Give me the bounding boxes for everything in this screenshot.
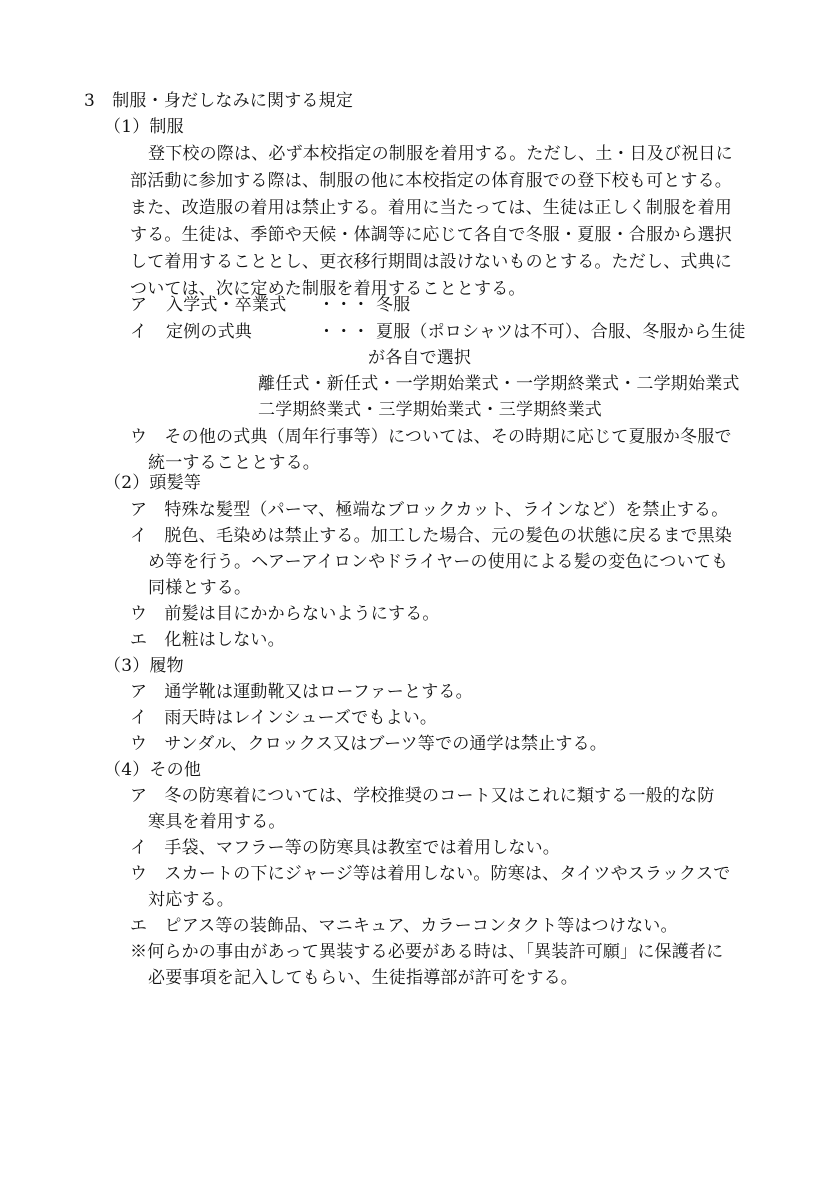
- section-heading: 3 制服・身だしなみに関する規定: [84, 91, 354, 111]
- list-item: ウ サンダル、クロックス又はブーツ等での通学は禁止する。: [130, 734, 608, 754]
- list-item-continuation: 寒具を着用する。: [148, 812, 286, 832]
- ceremony-list: 離任式・新任式・一学期始業式・一学期終業式・二学期始業式: [258, 374, 740, 394]
- list-item: ア 通学靴は運動靴又はローファーとする。: [130, 682, 473, 702]
- ceremony-label: 定例の式典: [166, 322, 252, 342]
- list-marker: ア: [130, 295, 148, 315]
- list-item: エ 化粧はしない。: [130, 630, 285, 650]
- ceremony-list: 二学期終業式・三学期始業式・三学期終業式: [258, 400, 602, 420]
- list-item: ウ その他の式典（周年行事等）については、その時期に応じて夏服か冬服で: [130, 427, 732, 447]
- subsection-title-other: （4）その他: [104, 760, 202, 780]
- paragraph-line: して着用することとし、更衣移行期間は設けないものとする。ただし、式典に: [130, 252, 732, 272]
- subsection-title-hair: （2）頭髪等: [104, 473, 202, 493]
- paragraph-line: 部活動に参加する際は、制服の他に本校指定の体育服での登下校も可とする。: [130, 171, 732, 191]
- ceremony-uniform: が各自で選択: [368, 348, 472, 368]
- list-item-continuation: 統一することとする。: [148, 453, 320, 473]
- list-item: ア 冬の防寒着については、学校推奨のコート又はこれに類する一般的な防: [130, 786, 715, 806]
- note-line: ※何らかの事由があって異装する必要がある時は、「異装許可願」に保護者に: [130, 942, 724, 962]
- list-item: イ 手袋、マフラー等の防寒具は教室では着用しない。: [130, 838, 560, 858]
- paragraph-line: また、改造服の着用は禁止する。着用に当たっては、生徒は正しく制服を着用: [130, 198, 732, 218]
- paragraph-line: 登下校の際は、必ず本校指定の制服を着用する。ただし、土・日及び祝日に: [148, 144, 733, 164]
- list-item: イ 脱色、毛染めは禁止する。加工した場合、元の髪色の状態に戻るまで黒染: [130, 526, 732, 546]
- list-item-continuation: め等を行う。ヘアーアイロンやドライヤーの使用による髪の変色についても: [148, 552, 729, 572]
- list-item: ウ 前髪は目にかからないようにする。: [130, 604, 440, 624]
- paragraph-line: ついては、次に定めた制服を着用することとする。: [130, 279, 526, 299]
- list-item: エ ピアス等の装飾品、マニキュア、カラーコンタクト等はつけない。: [130, 916, 678, 936]
- paragraph-line: する。生徒は、季節や天候・体調等に応じて各自で冬服・夏服・合服から選択: [130, 225, 732, 245]
- list-item: イ 雨天時はレインシューズでもよい。: [130, 708, 438, 728]
- list-marker: イ: [130, 322, 148, 342]
- ceremony-dots: ・・・: [318, 295, 370, 315]
- list-item: ウ スカートの下にジャージ等は着用しない。防寒は、タイツやスラックスで: [130, 864, 731, 884]
- note-line: 必要事項を記入してもらい、生徒指導部が許可をする。: [148, 968, 578, 988]
- list-item-continuation: 同様とする。: [148, 578, 252, 598]
- ceremony-dots: ・・・: [318, 322, 370, 342]
- list-item: ア 特殊な髪型（パーマ、極端なブロックカット、ラインなど）を禁止する。: [130, 500, 729, 520]
- subsection-title-footwear: （3）履物: [104, 656, 184, 676]
- list-item-continuation: 対応する。: [148, 890, 234, 910]
- ceremony-uniform: 冬服: [376, 295, 411, 315]
- ceremony-label: 入学式・卒業式: [166, 295, 287, 315]
- subsection-title-uniform: （1）制服: [104, 117, 184, 137]
- ceremony-uniform: 夏服（ポロシャツは不可）、合服、冬服から生徒: [376, 322, 746, 342]
